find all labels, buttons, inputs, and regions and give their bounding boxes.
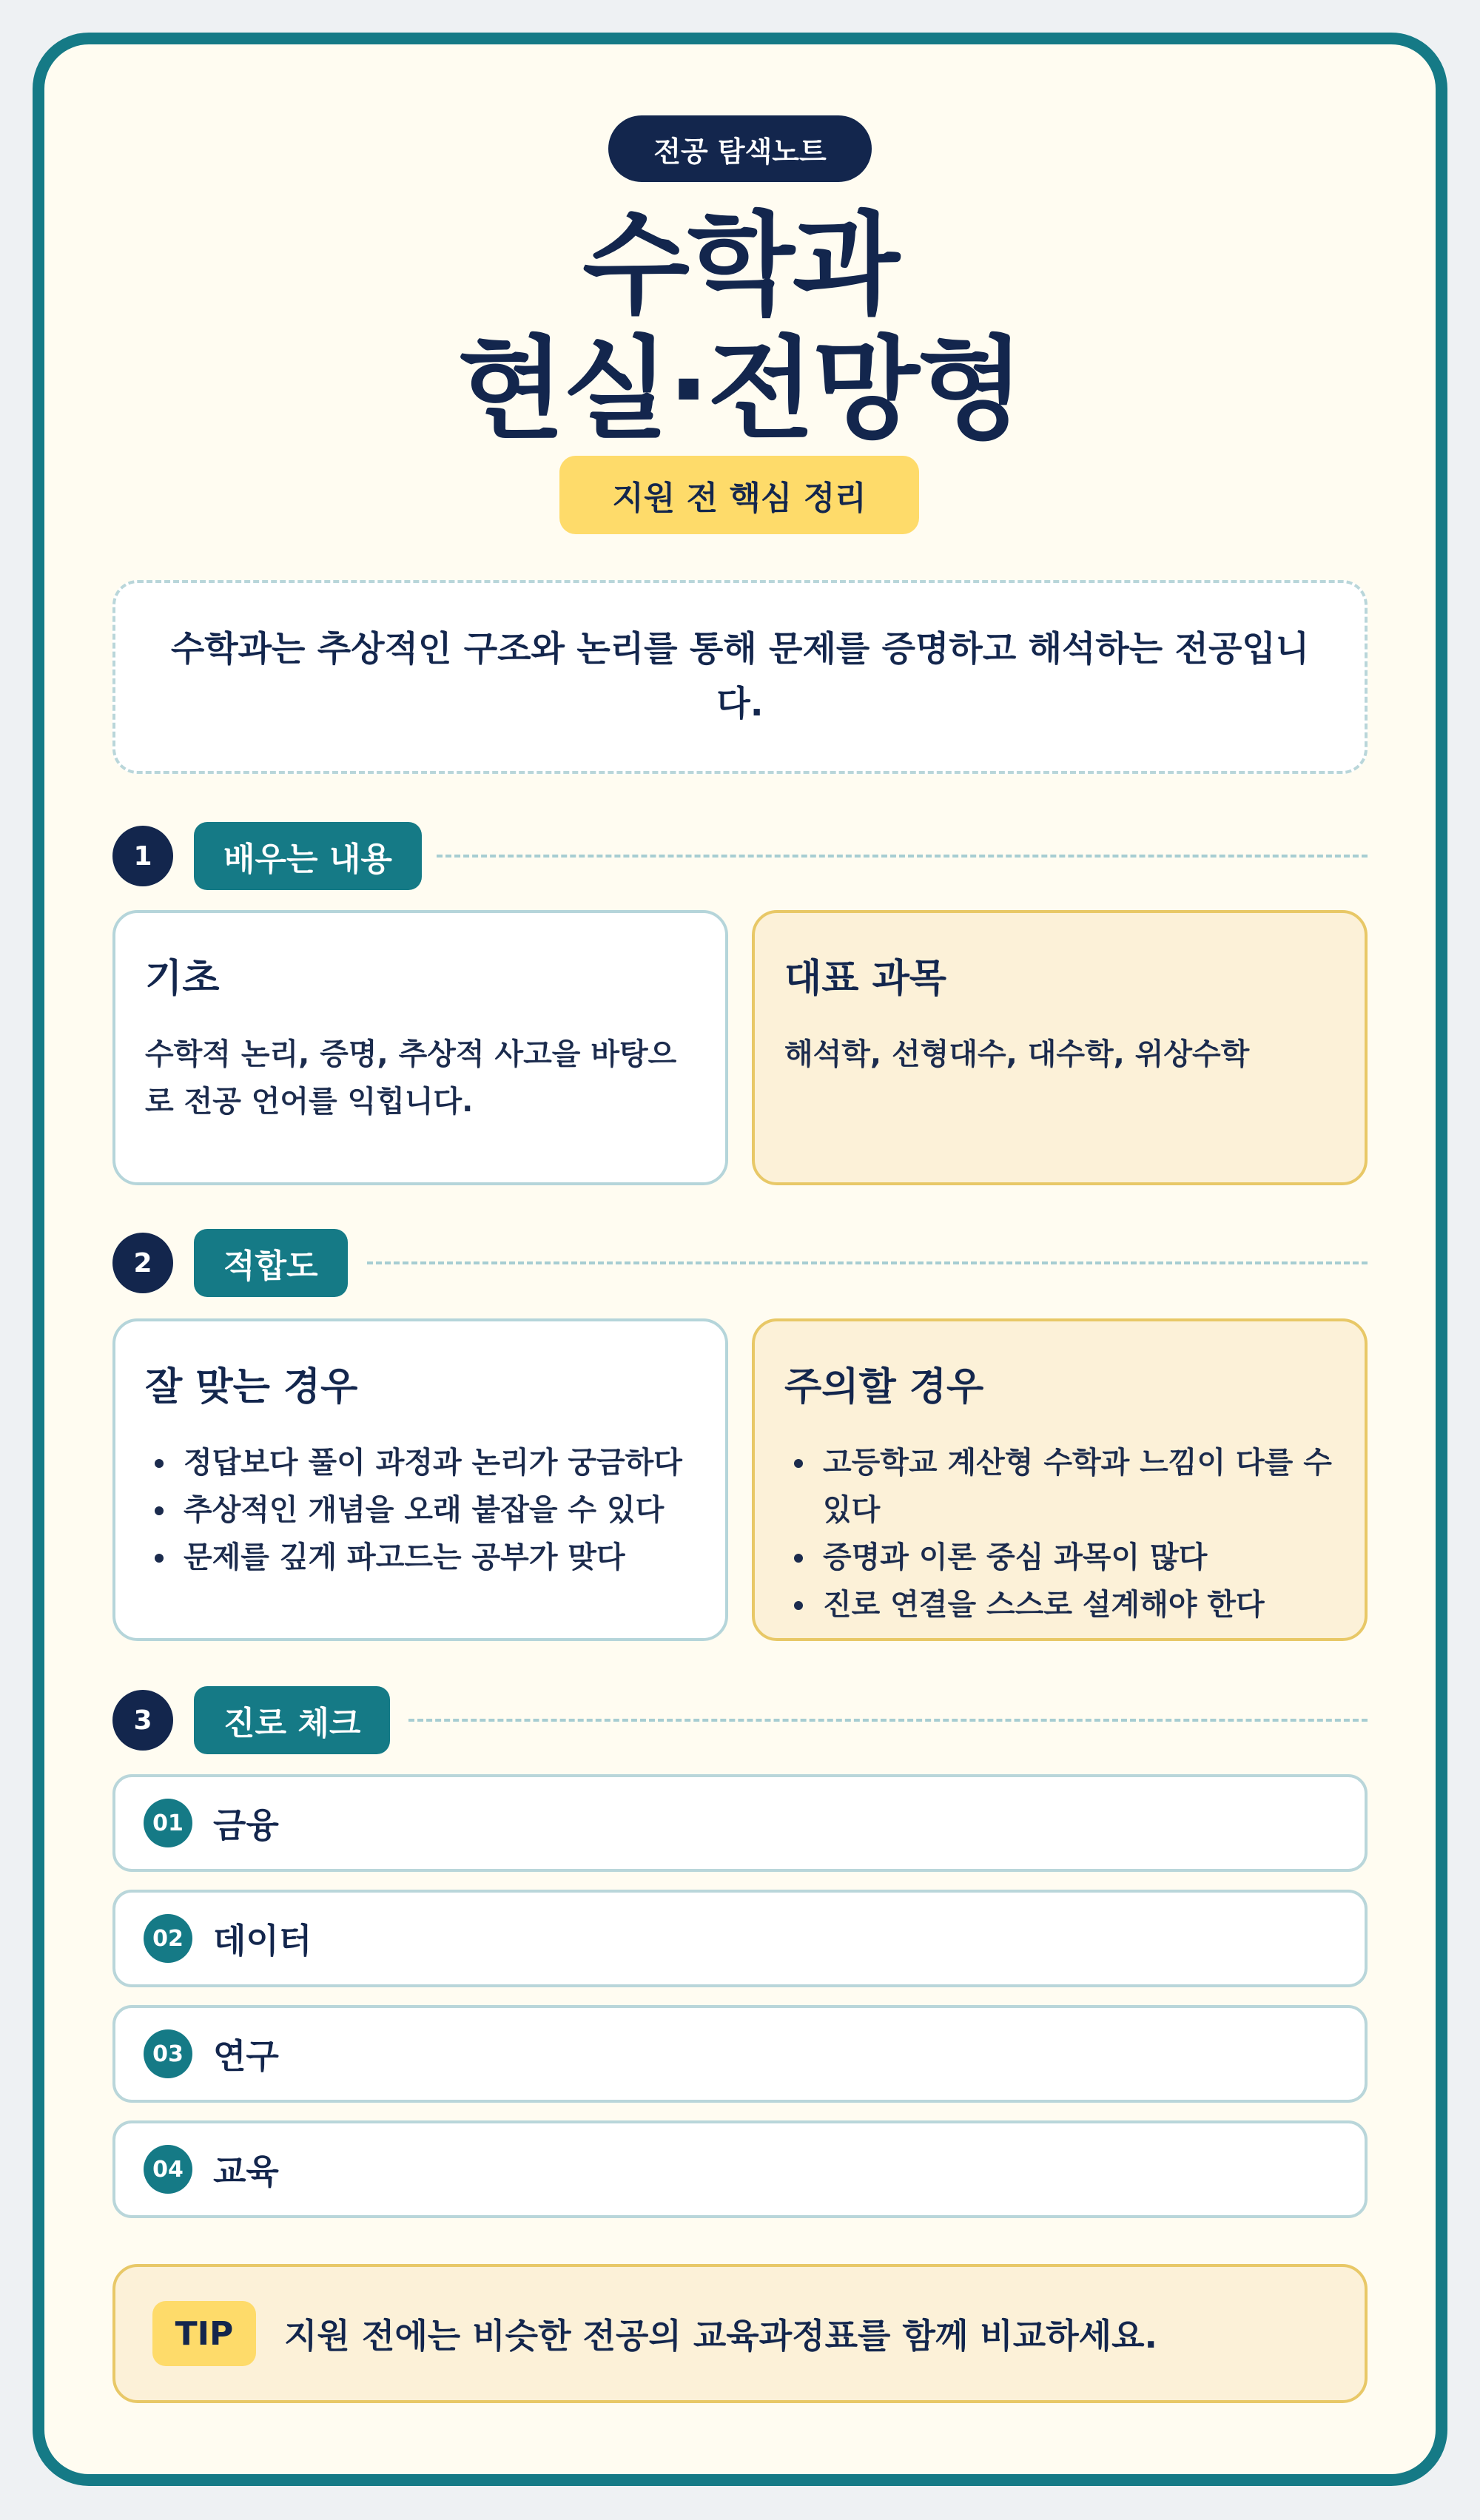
tip-text: 지원 전에는 비슷한 전공의 교육과정표를 함께 비교하세요. [284, 2316, 1158, 2356]
good-fit-title: 잘 맞는 경우 [145, 1365, 358, 1409]
career-number: 01 [144, 1799, 192, 1847]
caution-list [784, 1439, 1335, 1628]
section-3-label: 진로 체크 [194, 1686, 390, 1754]
good-fit-card [112, 1318, 728, 1641]
subtitle-badge: 지원 전 핵심 정리 [559, 456, 919, 534]
career-row [112, 1774, 1368, 1872]
tip-box [112, 2264, 1368, 2403]
list-item: • 정답보다 풀이 과정과 논리가 궁금하다 [178, 1439, 696, 1486]
career-number: 04 [144, 2145, 192, 2194]
intro-box [112, 580, 1368, 774]
learning-basics-text: 수학적 논리, 증명, 추상적 사고을 바탕으로 전공 언어를 익힙니다. [145, 1037, 677, 1119]
learning-basics-card [112, 910, 728, 1185]
career-label: 교육 [213, 2152, 279, 2191]
core-courses-card [752, 910, 1368, 1185]
career-row [112, 1890, 1368, 1987]
career-row [112, 2120, 1368, 2218]
title-line-1: 수학과 [582, 201, 898, 330]
list-item: • 추상적인 개념을 오래 붙잡을 수 있다 [178, 1486, 696, 1534]
section-2-label: 적합도 [194, 1229, 348, 1297]
title-line-2: 현실·전망형 [457, 326, 1023, 454]
list-item: • 문제를 깊게 파고드는 공부가 맞다 [178, 1534, 696, 1581]
caution-card [752, 1318, 1368, 1641]
section-2-number: 2 [112, 1233, 173, 1293]
section-1-number: 1 [112, 826, 173, 886]
caution-title: 주의할 경우 [784, 1365, 984, 1409]
career-label: 데이터 [213, 1921, 312, 1961]
section-2-divider [367, 1261, 1368, 1264]
career-label: 금융 [213, 1805, 279, 1845]
page-title [148, 203, 1332, 452]
section-1-label: 배우는 내용 [194, 822, 422, 890]
tip-badge: TIP [152, 2301, 256, 2366]
core-courses-text: 해석학, 선형대수, 대수학, 위상수학 [784, 1037, 1250, 1071]
list-item: • 고등학교 계산형 수학과 느낌이 다를 수 있다 [817, 1439, 1335, 1534]
learning-basics-title: 기초 [145, 957, 220, 1001]
good-fit-list [145, 1439, 696, 1581]
list-item: • 진로 연결을 스스로 설계해야 한다 [817, 1581, 1335, 1628]
section-1-divider [437, 855, 1368, 858]
career-number: 02 [144, 1914, 192, 1963]
list-item: • 증명과 이론 중심 과목이 많다 [817, 1534, 1335, 1581]
core-courses-title: 대표 과목 [784, 957, 947, 1001]
header-badge: 전공 탐색노트 [608, 115, 872, 182]
section-3-number: 3 [112, 1690, 173, 1751]
career-row [112, 2005, 1368, 2103]
career-number: 03 [144, 2029, 192, 2078]
intro-text: 수학과는 추상적인 구조와 논리를 통해 문제를 증명하고 해석하는 전공입니다. [170, 629, 1310, 724]
section-3-divider [408, 1719, 1368, 1722]
career-label: 연구 [213, 2036, 279, 2076]
